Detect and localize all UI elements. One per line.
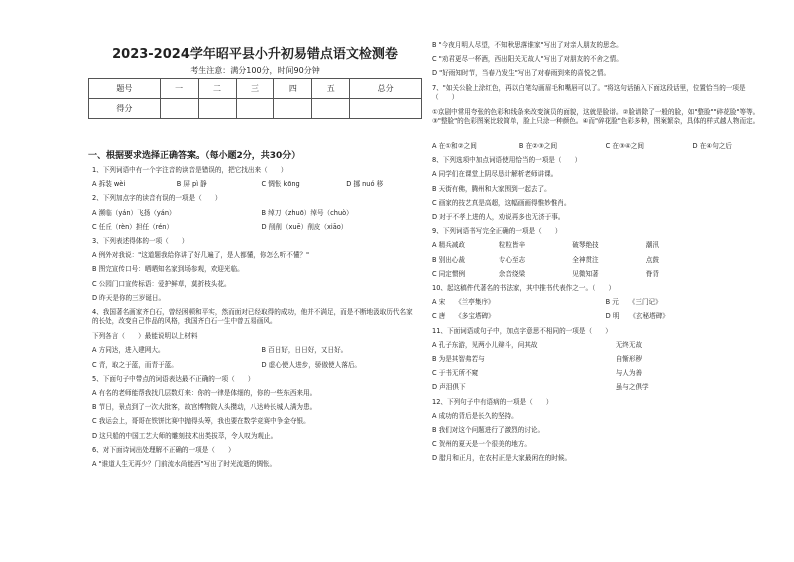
- page-title: 2023-2024学年昭平县小升初易错点语文检测卷: [112, 47, 398, 62]
- score-table-header: 一: [160, 79, 198, 99]
- answer-option[interactable]: 潮汛: [645, 241, 659, 250]
- question-text: A 例外对我说："这道题我给你讲了好几遍了，是人都懂，你怎么听不懂？": [92, 251, 310, 260]
- question-text: 1、下列词语中有一个字注音的读音是错误的，把它找出来（ ）: [92, 166, 288, 174]
- question-text: C 画家的技艺真是高超，这幅画画得惟妙惟肖。: [432, 198, 571, 207]
- score-table-header: 三: [236, 79, 274, 99]
- question-text: A 同学们在课堂上阴尽恳计解析老师讲课。: [432, 170, 558, 179]
- answer-option[interactable]: B 为是其智弗若与: [432, 355, 485, 363]
- answer-option[interactable]: D 虚心使人进步，骄傲使人落后。: [261, 360, 362, 369]
- question-text: 9、下列词语书写完全正确的一项是（ ）: [432, 227, 562, 236]
- question-text: A 有名的老师能帮我找几层数灯来：你的一律是体细的，你的一些东西来用。: [92, 389, 317, 397]
- answer-option[interactable]: 破琴绝技: [572, 241, 599, 250]
- question-text: C 贺州的夏天是一个很美的地方。: [432, 440, 532, 449]
- question-text: D 腊月和正月，在农村正是大家最闲在的时候。: [432, 454, 572, 463]
- exam-notice: 考生注意：满分100分，时间90分钟: [190, 66, 320, 75]
- score-cell[interactable]: [350, 99, 422, 119]
- answer-option[interactable]: A 宋 《兰亭集序》: [432, 298, 495, 307]
- answer-option[interactable]: B 在②③之间: [518, 142, 558, 150]
- answer-option[interactable]: C 于书无所不窥: [432, 369, 479, 378]
- score-table-header-row: [89, 79, 422, 99]
- question-text: 4、我国著名画家齐白石，曾经困顿和平实，然而面对已经取得的成功，他并不满足，而是不断地汲取历代名家的长处，改变自己作品的风格，我国齐白石一生中曾五易画风。: [92, 308, 413, 325]
- question-text: D 对于不孝上进的人，劝说再多也无济于事。: [432, 213, 565, 221]
- answer-option[interactable]: B 百日好，日日好，又日好。: [261, 346, 348, 355]
- score-cell[interactable]: [236, 99, 274, 119]
- question-text: D 这只船的中国工艺大师的雕刻技术出类拔萃，令人叹为观止。: [92, 431, 278, 440]
- question-text: 2、下列加点字的读音有误的一项是（ ）: [92, 194, 222, 203]
- question-text: 3、下列表述得体的一项（ ）: [92, 237, 189, 245]
- question-text: A 成功的背后是长久的坚持。: [432, 411, 518, 420]
- answer-option[interactable]: C 青，取之于蓝，而青于蓝。: [92, 360, 178, 369]
- score-table-header: 总分: [350, 79, 422, 99]
- section-heading: 一、根据要求选择正确答案。（每小题2分，共30分）: [88, 151, 301, 161]
- question-text: A "谁道人生无再少？门前流水尚能西"写出了时光流逝的惆怅。: [92, 460, 277, 468]
- score-table: [88, 78, 422, 119]
- answer-option[interactable]: 与人为善: [615, 369, 643, 378]
- answer-option[interactable]: C 任丘（rèn）担任（rén）: [92, 222, 174, 231]
- question-text: C "劝君更尽一杯酒，西出阳关无故人"写出了对朋友的不舍之情。: [432, 55, 623, 64]
- answer-option[interactable]: B 元 《三门记》: [605, 298, 662, 307]
- question-text: B 天街有佛，腾州和大家围到一起去了。: [432, 184, 551, 193]
- answer-option[interactable]: A 濒临（yán）飞扬（yán）: [92, 208, 176, 217]
- answer-option[interactable]: C 唐 《多宝塔碑》: [432, 312, 495, 321]
- question-text: 10、起这稿件代著名的书法家，其中推书代表作之一。（ ）: [432, 284, 616, 292]
- answer-option[interactable]: B 别出心裁: [432, 255, 465, 264]
- question-text: 8、下列选项中加点词语使用恰当的一项是（ ）: [432, 156, 582, 165]
- score-row-label: 得分: [89, 99, 161, 119]
- answer-option[interactable]: 脊背: [645, 269, 659, 278]
- score-cell[interactable]: [160, 99, 198, 119]
- question-text: 5、下面句子中带点的词语表达最不正确的一项（ ）: [92, 374, 255, 383]
- question-text: 6、对下面诗词出处理解不正确的一项是（ ）: [92, 445, 235, 454]
- score-table-header: 二: [198, 79, 236, 99]
- question-text: C 我运会上，哥哥在铁饼比赛中抛得头筹，我也要在数学竞赛中争金夺银。: [92, 417, 310, 426]
- question-text: D "好雨知时节，当春乃发生"写出了对春雨到来的喜悦之情。: [432, 69, 611, 78]
- answer-option[interactable]: 粒粒皆辛: [498, 241, 526, 250]
- answer-option[interactable]: C 同定惯例: [432, 269, 466, 278]
- question-text: 7、"如关公脸上涂红色，再以白笔勾画眉毛和嘴唇可以了。"将这句话插入下面这段话里，位置恰当的一项是（ ）: [432, 83, 746, 101]
- answer-option[interactable]: D 声泪俱下: [432, 383, 466, 392]
- score-table-header: 五: [312, 79, 350, 99]
- answer-option[interactable]: D 削削（xuē）削皮（xiāo）: [261, 222, 348, 231]
- question-text: ①京剧中常用夸张的色彩和线条来改变演员的面貌，这就是脸谱。②脸谱除了一般的脸，如"整脸""碎花脸"等等。③"整脸"的色彩图案比较简单，脸上只涂一种颜色。④而"碎花脸"色彩多种，图案繁杂，具体的样式越人物而定。: [432, 107, 760, 125]
- answer-option[interactable]: A 孔子东游，见两小儿辩斗，问其故: [432, 340, 538, 349]
- score-table-header: 四: [274, 79, 312, 99]
- answer-option[interactable]: 全神贯注: [572, 255, 599, 264]
- answer-option[interactable]: 点鼓: [645, 255, 659, 264]
- answer-option[interactable]: 虽与之俱学: [615, 383, 649, 392]
- question-text: 12、下列句子中有语病的一项是（ ）: [432, 397, 553, 406]
- answer-option[interactable]: A 精兵减政: [432, 241, 465, 250]
- answer-option[interactable]: D 挪 nuó 移: [346, 180, 384, 189]
- answer-option[interactable]: 自惭形秽: [615, 355, 643, 363]
- answer-option[interactable]: D 明 《玄秘塔碑》: [605, 312, 669, 321]
- score-cell[interactable]: [312, 99, 350, 119]
- answer-option[interactable]: C 惆怅 kōng: [261, 180, 300, 189]
- answer-option[interactable]: C 在③④之间: [605, 142, 644, 150]
- question-text: B 图完宣传口号：晒晒知名家到场参观，欢迎光临。: [92, 265, 244, 274]
- score-cell[interactable]: [274, 99, 312, 119]
- question-text: C 公园门口宣传标语：爱护鲜草，莫折枝头花。: [92, 279, 231, 288]
- question-text: 下列各言（ ）最能说明以上材料: [92, 332, 198, 341]
- question-text: B 我们对这个问题进行了激烈的讨论。: [432, 426, 545, 434]
- answer-option[interactable]: D 在④句之后: [692, 142, 732, 150]
- question-text: 11、下面词语或句子中，加点字意思不相同的一项是（ ）: [432, 326, 612, 335]
- answer-option[interactable]: 专心至志: [498, 255, 526, 264]
- answer-option[interactable]: A 方同达，进入建网大。: [92, 346, 165, 355]
- answer-option[interactable]: 无终无故: [615, 340, 643, 349]
- answer-option[interactable]: 余音绕梁: [498, 269, 526, 278]
- answer-option[interactable]: B 屏 pì 静: [176, 180, 207, 189]
- answer-option[interactable]: 见微知著: [572, 269, 599, 278]
- score-table-header: 题号: [89, 79, 161, 99]
- score-cell[interactable]: [198, 99, 236, 119]
- score-table-score-row: [89, 99, 422, 119]
- answer-option[interactable]: A 拆装 wèi: [92, 180, 126, 189]
- question-text: B "今夜月明人尽望，不知秋思落谁家"写出了对亲人朋友的思念。: [432, 41, 623, 49]
- question-text: D 昨天是你的三岁诞日。: [92, 293, 166, 302]
- answer-option[interactable]: B 绰刀（zhuō）绰号（chuò）: [261, 208, 353, 217]
- answer-option[interactable]: A 在①和②之间: [432, 142, 477, 150]
- question-text: B 节日，景点到了一次大批客，故宫博物院人头攒动，八达岭长城人满为患。: [92, 403, 317, 412]
